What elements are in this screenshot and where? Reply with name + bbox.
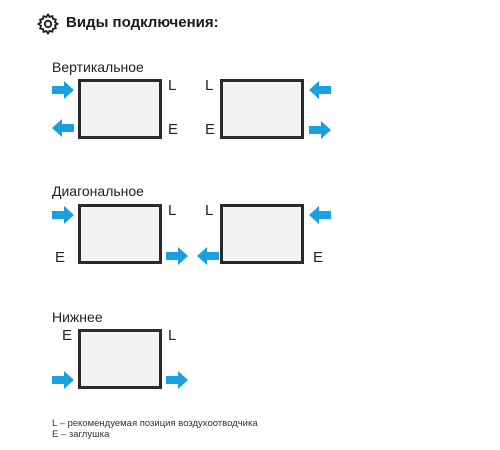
mark-e: E	[313, 249, 324, 266]
arrow-right-icon	[309, 121, 331, 139]
mark-l: L	[168, 202, 177, 219]
arrow-right-icon	[52, 81, 74, 99]
legend-line-l: L – рекомендуемая позиция воздухоотводчика	[52, 418, 258, 429]
arrow-left-icon	[197, 247, 219, 265]
mark-e: E	[62, 327, 73, 344]
arrow-right-icon	[166, 247, 188, 265]
page-title: Виды подключения:	[66, 14, 219, 31]
radiator-diagonal-right	[220, 204, 304, 264]
mark-e: E	[205, 121, 216, 138]
section-label-vertical: Вертикальное	[52, 59, 144, 75]
mark-l: L	[168, 327, 177, 344]
arrow-right-icon	[166, 371, 188, 389]
legend-line-e: E – заглушка	[52, 429, 110, 440]
arrow-left-icon	[309, 81, 331, 99]
section-label-bottom: Нижнее	[52, 309, 103, 325]
section-label-diagonal: Диагональное	[52, 183, 144, 199]
arrow-left-icon	[52, 119, 74, 137]
mark-l: L	[168, 77, 177, 94]
mark-l: L	[205, 77, 214, 94]
radiator-vertical-left	[78, 79, 162, 139]
arrow-right-icon	[52, 371, 74, 389]
mark-e: E	[55, 249, 66, 266]
radiator-diagonal-left	[78, 204, 162, 264]
arrow-left-icon	[309, 206, 331, 224]
arrow-right-icon	[52, 206, 74, 224]
radiator-bottom	[78, 329, 162, 389]
mark-e: E	[168, 121, 179, 138]
mark-l: L	[205, 202, 214, 219]
radiator-vertical-right	[220, 79, 304, 139]
gear-icon	[36, 12, 60, 36]
